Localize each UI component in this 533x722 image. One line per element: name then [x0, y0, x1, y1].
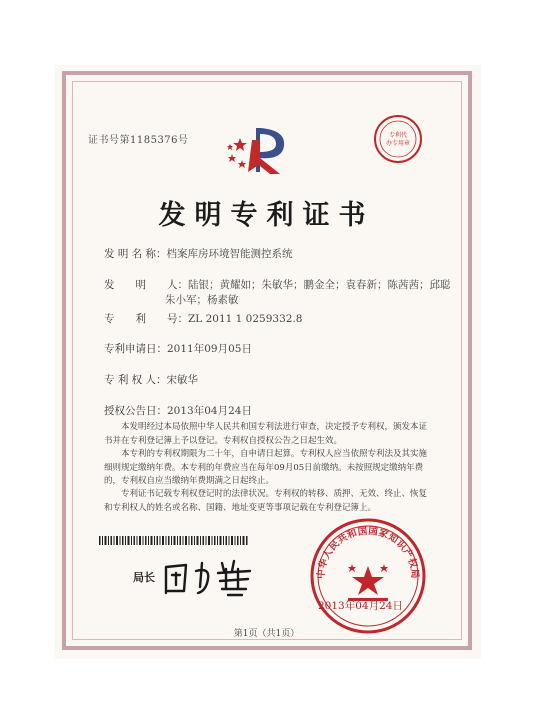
- seal-date: 2013年04月24日: [318, 600, 403, 612]
- patentee-label: 专 利 权 人：: [104, 374, 167, 386]
- patentee-value: 宋敏华: [166, 374, 199, 386]
- svg-text:办专用章: 办专用章: [385, 140, 411, 147]
- agency-seal-icon: [372, 113, 424, 165]
- filing-date-value: 2011年09月05日: [167, 343, 252, 355]
- paragraph-term-and-fees: 本专利的专利权期限为二十年，自申请日起算。专利权人应当依照专利法及其实施细则规定缴纳年费。本专利的年费应当在每年09月05日前缴纳。未按照规定缴纳年费的，专利权自应当缴纳年费期满之日起终止。: [104, 449, 428, 486]
- grant-date-label: 授权公告日：: [104, 405, 167, 417]
- invention-name-label: 发 明 名 称：: [104, 248, 167, 260]
- state-ip-office-seal-icon: [308, 516, 428, 636]
- invention-name-value: 档案库房环境智能测控系统: [166, 248, 293, 260]
- patent-office-emblem-icon: [226, 124, 300, 176]
- invention-name-field: [104, 247, 293, 261]
- inventor-value: 陆银；黄耀如；朱敏华；鹏金全；袁春新；陈茜茜；邱聪: [188, 279, 451, 291]
- patentee-field: [104, 373, 198, 387]
- barcode: [99, 536, 249, 545]
- filing-date-label: 专利申请日：: [104, 343, 167, 355]
- seal-text: 中华人民共和国国家知识产权局: [315, 525, 421, 580]
- inventor-value-continued: 朱小军；杨素敏: [165, 294, 239, 306]
- certificate-title: 发明专利证书: [158, 200, 375, 231]
- grant-date-value: 2013年04月24日: [167, 405, 252, 417]
- page-number: 第1页（共1页）: [233, 629, 300, 639]
- inventor-field: [104, 278, 451, 292]
- patent-number-label: 专 利 号：: [104, 313, 188, 325]
- director-signature-icon: [162, 553, 262, 599]
- paragraph-legal-status: 专利证书记载专利权登记时的法律状况。专利权的转移、质押、无效、终止、恢复和专利权人的姓名或名称、国籍、地址变更等事项记载在专利登记簿上。: [104, 489, 428, 513]
- certificate-number: 证书号第1185376号: [88, 135, 189, 146]
- patent-number-field: [104, 312, 302, 326]
- svg-text:专利代: 专利代: [388, 132, 408, 139]
- paragraph-grant-statement: 本发明经过本局依照中华人民共和国专利法进行审查，决定授予专利权，颁发本证书并在专利登记簿上予以登记。专利权自授权公告之日起生效。: [104, 422, 428, 446]
- director-label: 局长: [133, 571, 155, 584]
- grant-date-field: [104, 404, 252, 418]
- filing-date-field: [104, 342, 252, 356]
- patent-number-value: ZL 2011 1 0259332.8: [188, 313, 303, 325]
- inventor-label: 发 明 人：: [104, 279, 188, 291]
